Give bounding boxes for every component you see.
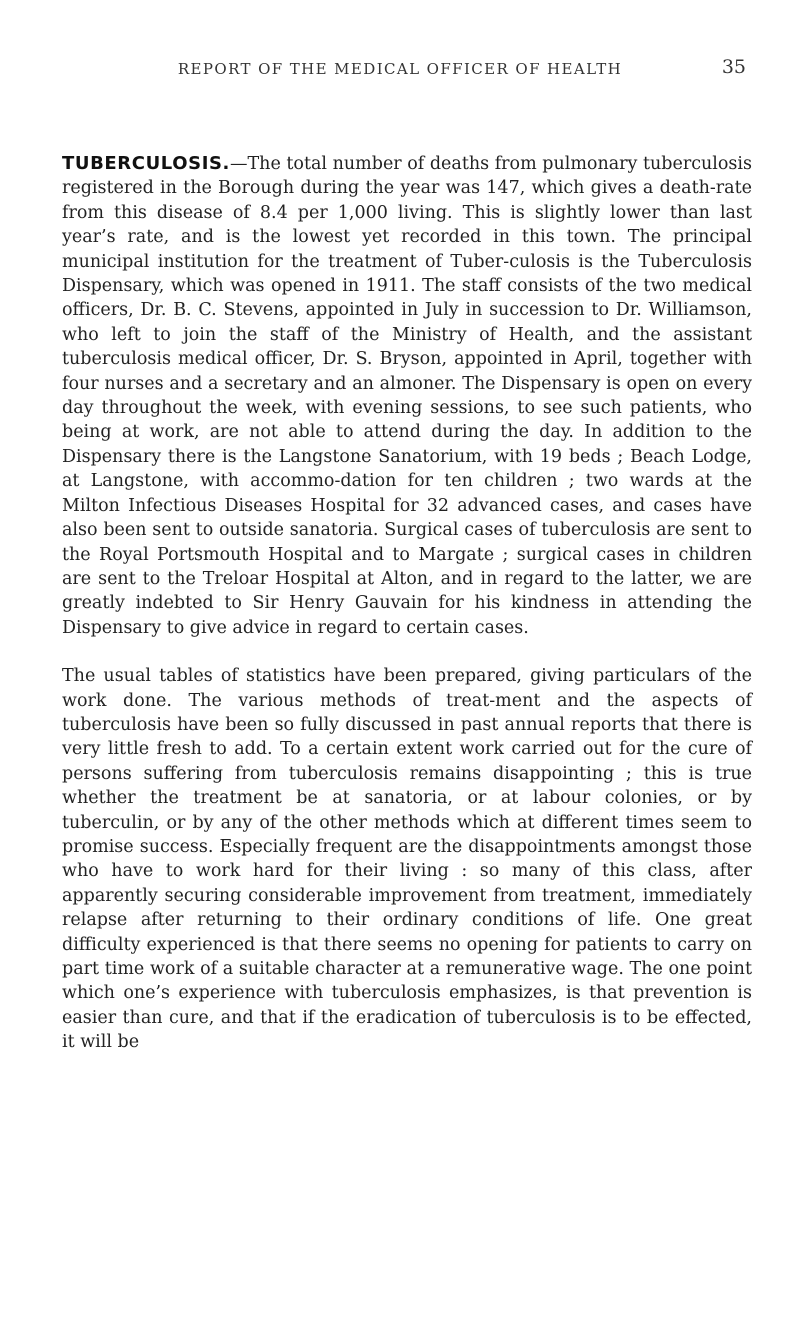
- paragraph-2: The usual tables of statistics have been prepared, giving particulars of the work done. The various methods of treat-ment and the aspects of tuberculosis have been so fully discussed in past annual reports that there is very little fresh to add. To a certain extent work carried out for the cure of persons suffering from tuberculosis remains disappointing ; this is true whether the treatment be at sanatoria, or at labour colonies, or by tuberculin, or by any of the other methods which at different times seem to promise success. Especially frequent are the disappointments amongst those who have to work hard for their living : so many of this class, after apparently securing considerable improvement from treatment, immediately relapse after returning to their ordinary conditions of life. One great difficulty experienced is that there seems no opening for patients to carry on part time work of a suitable character at a remunerative wage. The one point which one’s experience with tuberculosis emphasizes, is that prevention is easier than cure, and that if the eradication of tuberculosis is to be effected, it will be: [62, 666, 752, 1053]
- paragraph-1: [62, 152, 752, 640]
- section-heading: TUBERCULOSIS.: [62, 153, 230, 174]
- page-number: 35: [721, 56, 746, 78]
- running-header: REPORT OF THE MEDICAL OFFICER OF HEALTH: [177, 60, 623, 78]
- body-text: [62, 152, 752, 1055]
- paragraph-1-text: —The total number of deaths from pulmonary tuberculosis registered in the Borough during the year was 147, which gives a death-rate from this disease of 8.4 per 1,000 living. This is slightly lower than last year’s rate, and is the lowest yet recorded in this town. The principal municipal institution for the treatment of Tuber-culosis is the Tuberculosis Dispensary, which was opened in 1911. The staff consists of the two medical officers, Dr. B. C. Stevens, appointed in July in succession to Dr. Williamson, who left to join the staff of the Ministry of Health, and the assistant tuberculosis medical officer, Dr. S. Bryson, appointed in April, together with four nurses and a secretary and an almoner. The Dispensary is open on every day throughout the week, with evening sessions, to see such patients, who being at work, are not able to attend during the day. In addition to the Dispensary there is the Langstone Sanatorium, with 19 beds ; Beach Lodge, at Langstone, with accommo-dation for ten children ; two wards at the Milton Infectious Diseases Hospital for 32 advanced cases, and cases have also been sent to outside sanatoria. Surgical cases of tuberculosis are sent to the Royal Portsmouth Hospital and to Margate ; surgical cases in children are sent to the Treloar Hospital at Alton, and in regard to the latter, we are greatly indebted to Sir Henry Gauvain for his kindness in attending the Dispensary to give advice in regard to certain cases.: [62, 154, 752, 638]
